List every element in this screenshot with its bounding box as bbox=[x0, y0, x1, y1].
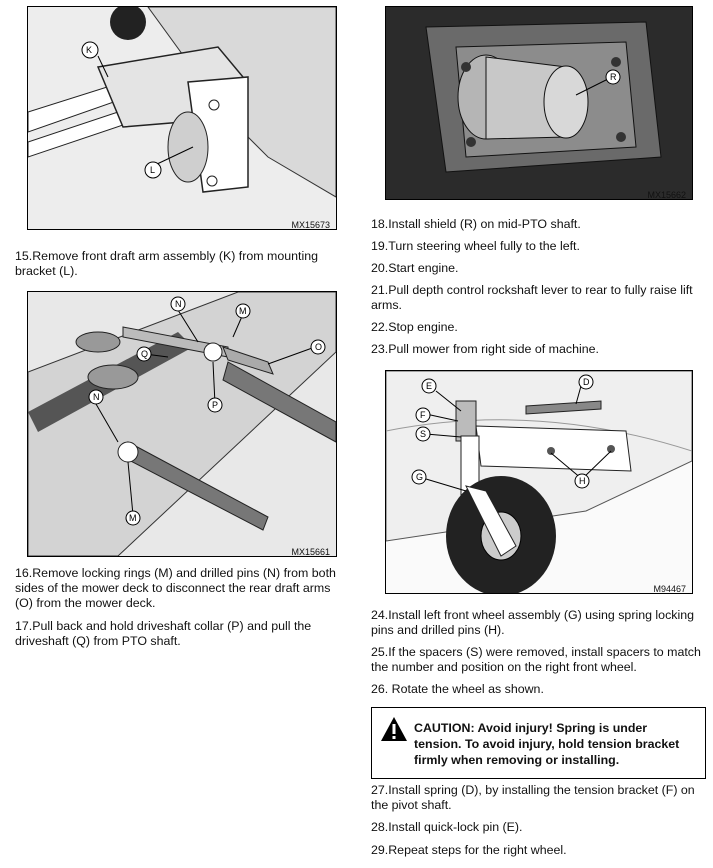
step-24: 24.Install left front wheel assembly (G) using spring locking pins and drilled pins (H). bbox=[371, 608, 694, 637]
step-18: 18.Install shield (R) on mid-PTO shaft. bbox=[371, 217, 581, 231]
step-27: 27.Install spring (D), by installing the tension bracket (F) on the pivot shaft. bbox=[371, 783, 695, 812]
figure-draft-arm bbox=[27, 6, 337, 230]
figure-pto-shield bbox=[385, 6, 693, 200]
caution-box bbox=[371, 707, 706, 779]
figure-rear-draft-arms bbox=[27, 291, 337, 557]
caution-text: CAUTION: Avoid injury! Spring is under tension. To avoid injury, hold tension bracket firmly when removing or installing. bbox=[414, 721, 680, 767]
step-26: 26. Rotate the wheel as shown. bbox=[371, 682, 544, 696]
step-25: 25.If the spacers (S) were removed, install spacers to match the number and position on the right front wheel. bbox=[371, 645, 701, 674]
step-29: 29.Repeat steps for the right wheel. bbox=[371, 843, 567, 857]
callout-h: H bbox=[579, 476, 586, 486]
callout-layer bbox=[28, 7, 336, 229]
figure-front-wheel bbox=[385, 370, 693, 594]
callout-k: K bbox=[86, 45, 93, 55]
callout-p: P bbox=[212, 400, 219, 410]
callout-layer bbox=[386, 371, 692, 593]
callout-s: S bbox=[420, 429, 427, 439]
step-15: 15.Remove front draft arm assembly (K) from mounting bracket (L). bbox=[15, 249, 318, 278]
callout-layer bbox=[28, 292, 336, 556]
step-19: 19.Turn steering wheel fully to the left. bbox=[371, 239, 580, 253]
callout-m-top: M bbox=[239, 306, 247, 316]
callout-e: E bbox=[426, 381, 433, 391]
callout-m-bottom: M bbox=[129, 513, 137, 523]
callout-layer bbox=[386, 7, 692, 199]
step-17: 17.Pull back and hold driveshaft collar (P) and pull the driveshaft (Q) from PTO shaft. bbox=[15, 619, 312, 648]
step-22: 22.Stop engine. bbox=[371, 320, 458, 334]
callout-g: G bbox=[416, 472, 424, 482]
step-16: 16.Remove locking rings (M) and drilled pins (N) from both sides of the mower deck to disconnect the rear draft arms (O) from the mower deck. bbox=[15, 566, 336, 610]
warning-triangle-icon bbox=[380, 716, 408, 742]
step-20: 20.Start engine. bbox=[371, 261, 459, 275]
callout-q: Q bbox=[141, 349, 149, 359]
callout-r: R bbox=[610, 72, 617, 82]
step-21: 21.Pull depth control rockshaft lever to rear to fully raise lift arms. bbox=[371, 283, 693, 312]
figure-id: MX15661 bbox=[291, 547, 330, 557]
figure-id: MX15673 bbox=[291, 220, 330, 230]
callout-o: O bbox=[315, 342, 323, 352]
step-28: 28.Install quick-lock pin (E). bbox=[371, 820, 523, 834]
callout-d: D bbox=[583, 377, 590, 387]
callout-n-top: N bbox=[175, 299, 182, 309]
callout-f: F bbox=[420, 410, 426, 420]
step-23: 23.Pull mower from right side of machine. bbox=[371, 342, 599, 356]
callout-l: L bbox=[150, 165, 156, 175]
figure-id: MX15662 bbox=[647, 190, 686, 200]
figure-id: M94467 bbox=[653, 584, 686, 594]
callout-n-bottom: N bbox=[93, 392, 100, 402]
